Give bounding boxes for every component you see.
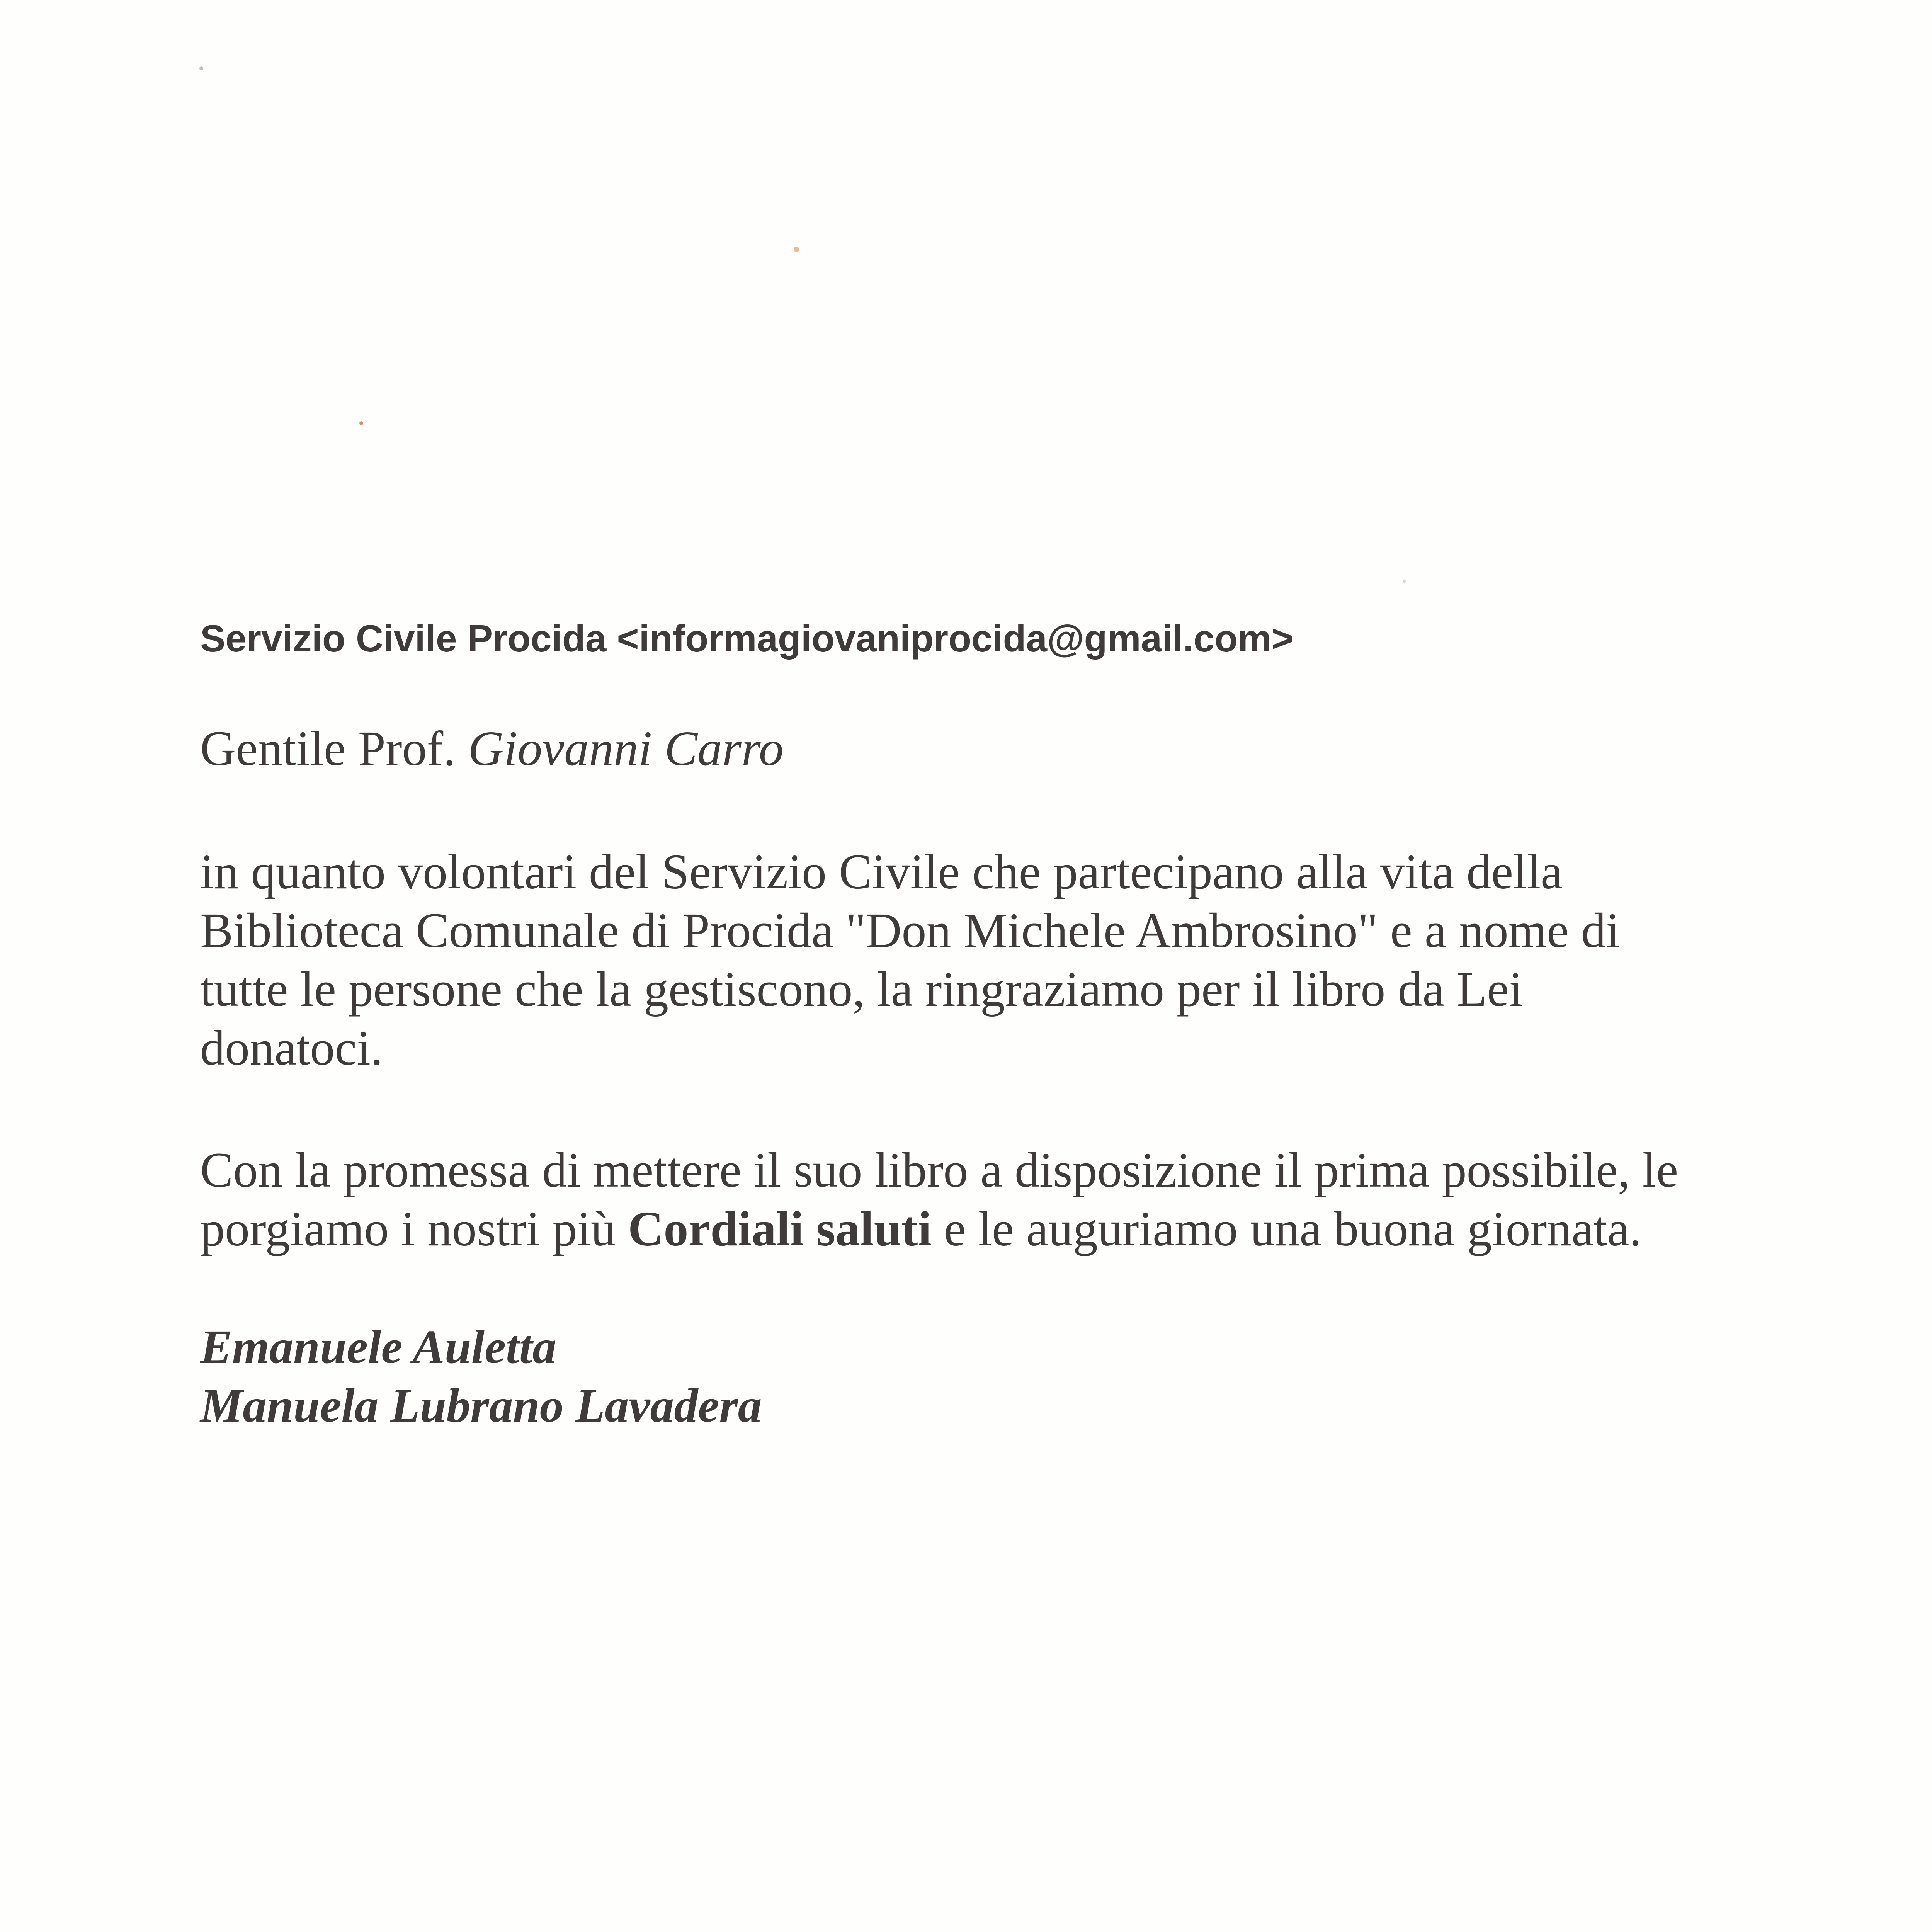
greeting-salutation: Gentile Prof. [200, 721, 456, 776]
body-paragraph-1 [200, 842, 1900, 1077]
paragraph-line [200, 1199, 1900, 1258]
closing-text-after: e le auguriamo una buona giornata. [944, 1201, 1642, 1256]
paper-speck [199, 66, 203, 70]
signature-block [200, 1318, 1359, 1435]
body-paragraph-2 [200, 1141, 1900, 1258]
sender-line: Servizio Civile Procida <informagiovaniprocida@gmail.com> [200, 617, 1294, 660]
paragraph-line: tutte le persone che la gestiscono, la ringraziamo per il libro da Lei [200, 962, 1523, 1017]
signature-name: Emanuele Auletta [200, 1320, 557, 1373]
signature-name: Manuela Lubrano Lavadera [200, 1379, 762, 1432]
closing-text-before: porgiamo i nostri più [200, 1201, 616, 1256]
paragraph-line: in quanto volontari del Servizio Civile che partecipano alla vita della [200, 844, 1563, 899]
recipient-name: Giovanni Carro [468, 721, 784, 776]
greeting [200, 719, 1862, 777]
paper-speck [1403, 580, 1406, 583]
paragraph-line: Biblioteca Comunale di Procida "Don Michele Ambrosino" e a nome di [200, 903, 1620, 958]
paragraph-line: donatoci. [200, 1020, 383, 1075]
paper-speck [359, 421, 363, 425]
paper-speck [794, 247, 799, 252]
paragraph-line: Con la promessa di mettere il suo libro a disposizione il prima possibile, le [200, 1143, 1679, 1197]
closing-bold-text: Cordiali saluti [628, 1201, 932, 1256]
